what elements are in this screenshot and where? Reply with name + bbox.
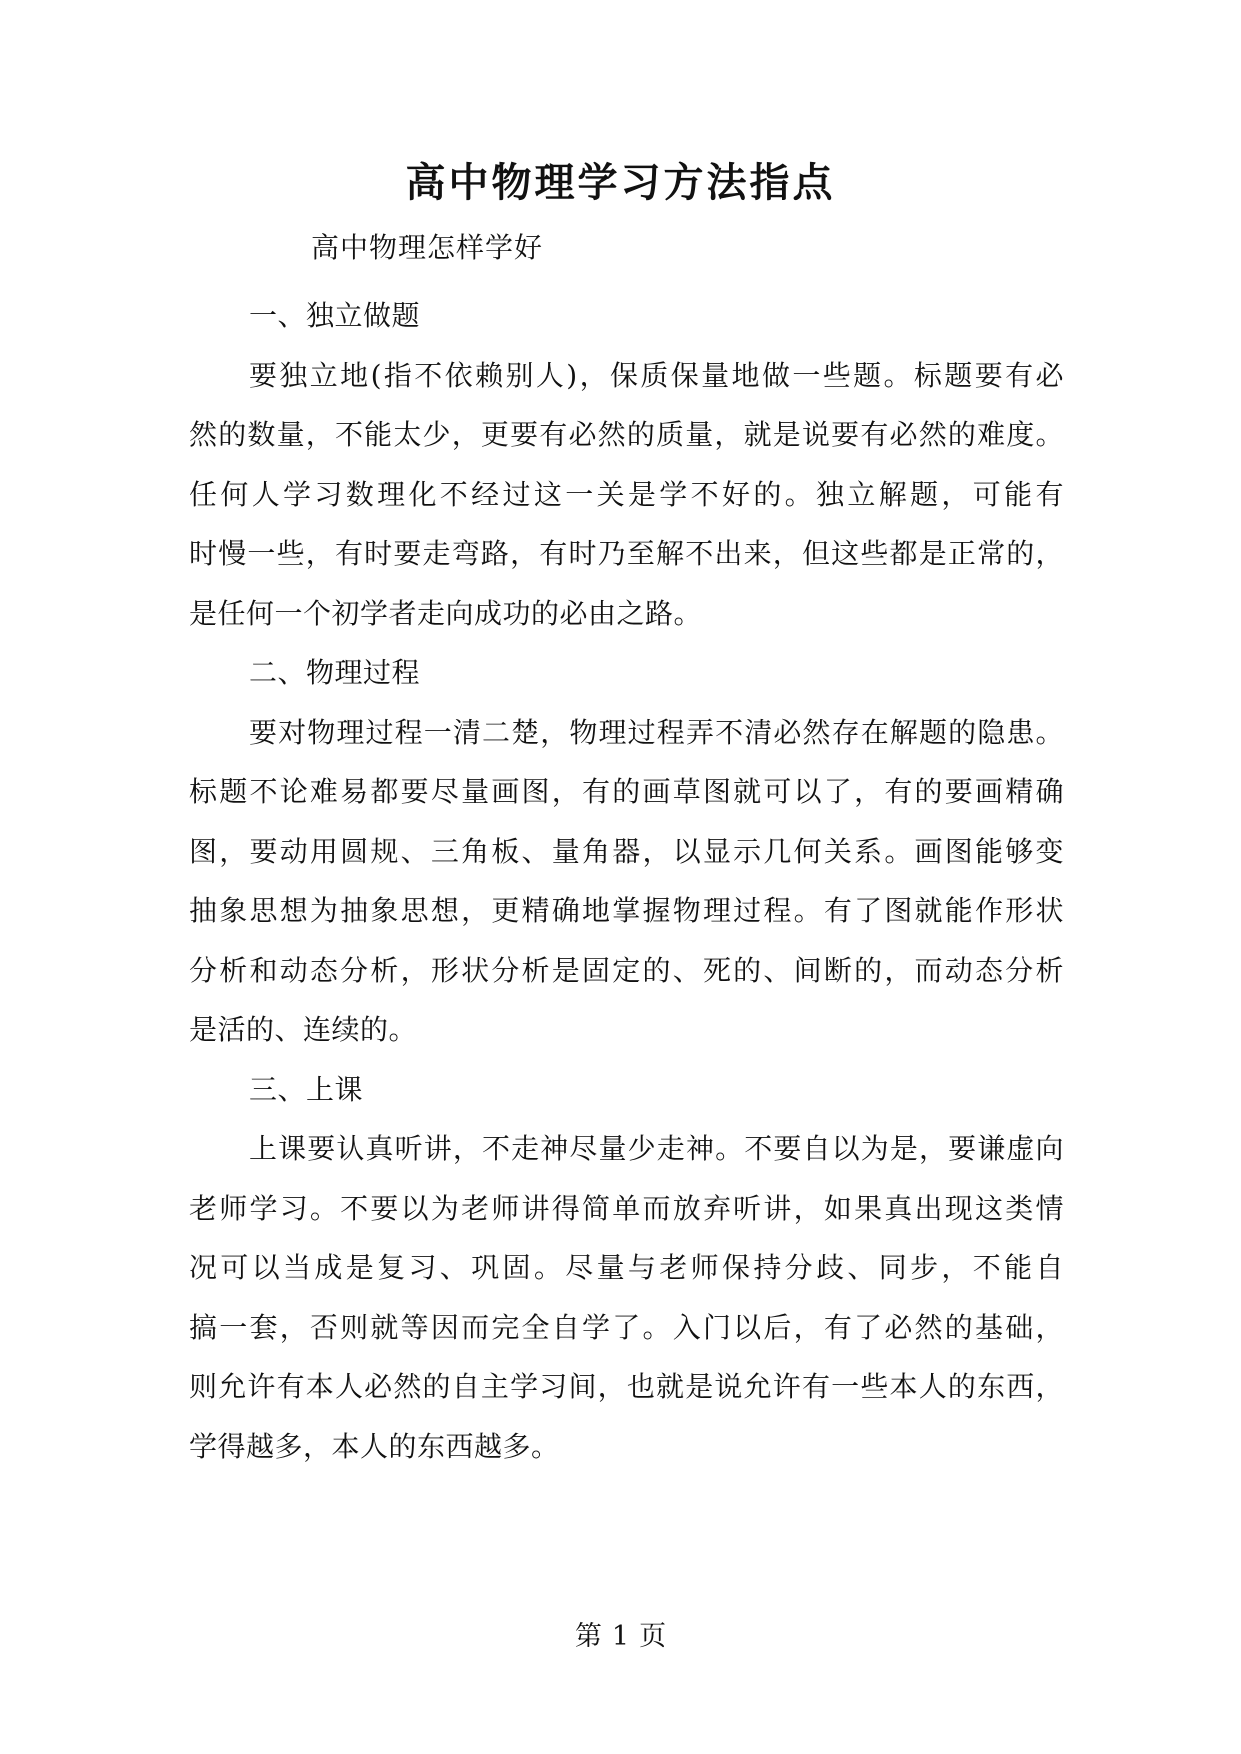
paragraph-line: 是活的、连续的。 [189, 1013, 418, 1046]
document-subtitle: 高中物理怎样学好 [311, 231, 544, 264]
page-number-suffix: 页 [639, 1621, 667, 1652]
section-paragraph [189, 346, 1064, 644]
page-footer [0, 1617, 1241, 1657]
paragraph-line: 上课要认真听讲，不走神尽量少走神。不要自以为是，要谦虚向 [249, 1132, 1064, 1165]
paragraph-line: 是任何一个初学者走向成功的必由之路。 [189, 596, 703, 630]
section-heading: 二、物理过程 [249, 656, 421, 689]
paragraph-line: 则允许有本人必然的自主学习间，也就是说允许有一些本人的东西， [189, 1370, 1064, 1403]
paragraph-line: 时慢一些，有时要走弯路，有时乃至解不出来，但这些都是正常的， [189, 537, 1064, 570]
paragraph-line: 搞一套，否则就等因而完全自学了。入门以后，有了必然的基础， [189, 1310, 1064, 1344]
document-title: 高中物理学习方法指点 [405, 159, 836, 206]
section-heading: 三、上课 [249, 1072, 364, 1106]
paragraph-line: 然的数量，不能太少，更要有必然的质量，就是说要有必然的难度。 [189, 418, 1064, 451]
paragraph-line: 图，要动用圆规、三角板、量角器，以显示几何关系。画图能够变 [189, 834, 1064, 868]
paragraph-line: 分析和动态分析，形状分析是固定的、死的、间断的，而动态分析 [189, 953, 1064, 987]
paragraph-line: 任何人学习数理化不经过这一关是学不好的。独立解题，可能有 [189, 477, 1064, 511]
paragraph-line: 况可以当成是复习、巩固。尽量与老师保持分歧、同步，不能自 [189, 1251, 1064, 1284]
paragraph-line: 老师学习。不要以为老师讲得简单而放弃听讲，如果真出现这类情 [189, 1191, 1064, 1225]
paragraph-line: 学得越多，本人的东西越多。 [189, 1429, 560, 1463]
paragraph-line: 标题不论难易都要尽量画图，有的画草图就可以了，有的要画精确 [189, 775, 1064, 808]
paragraph-line: 要独立地(指不依赖别人)，保质保量地做一些题。标题要有必 [249, 358, 1064, 392]
page-number-prefix: 第 [574, 1621, 602, 1652]
paragraph-line: 抽象思想为抽象思想，更精确地掌握物理过程。有了图就能作形状 [189, 894, 1064, 927]
paragraph-line: 要对物理过程一清二楚，物理过程弄不清必然存在解题的隐患。 [249, 715, 1064, 749]
section-paragraph [189, 1119, 1064, 1476]
section-heading: 一、独立做题 [249, 299, 421, 332]
page-number: 1 [611, 1621, 630, 1652]
section-paragraph [189, 703, 1064, 1060]
document-body [189, 286, 1064, 1476]
